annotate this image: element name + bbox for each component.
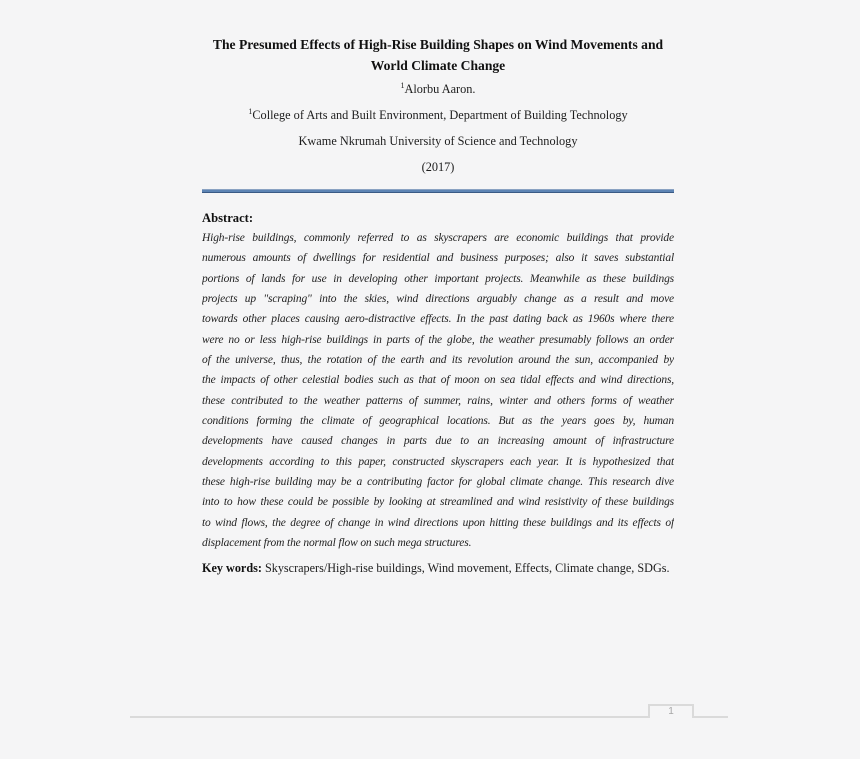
author-line xyxy=(202,82,674,96)
affiliation-superscript: 1 xyxy=(248,106,253,116)
abstract-line: portions of lands for use in developing other important projects. Meanwhile as these buildings xyxy=(202,272,674,285)
abstract-line: High-rise buildings, commonly referred to as skyscrapers are economic buildings that provide xyxy=(202,232,674,244)
footer-rule-left xyxy=(130,716,648,718)
abstract-line: displacement from the normal flow on such mega structures. xyxy=(202,537,472,550)
keywords-label: Key words: xyxy=(202,561,262,575)
abstract-line: developments have caused changes in parts due to an increasing amount of infrastructure xyxy=(202,435,674,448)
abstract-line: to wind flows, the degree of change in wind directions upon hitting these buildings and its effects of xyxy=(202,516,674,529)
abstract-line: into to how these could be possible by looking at streamlined and wind resistivity of these buildings xyxy=(202,496,674,509)
abstract-line: developments according to this paper, constructed skyscrapers each year. It is hypothesized that xyxy=(202,455,674,468)
abstract-body xyxy=(202,228,674,554)
abstract-line: numerous amounts of dwellings for residential and business purposes; also it saves substantial xyxy=(202,252,674,265)
affiliation-text: College of Arts and Built Environment, Department of Building Technology xyxy=(252,108,628,122)
author-superscript: 1 xyxy=(400,80,405,90)
abstract-line: conditions forming the climate of geographical locations. But as the years goes by, human xyxy=(202,415,674,428)
author-name: Alorbu Aaron. xyxy=(404,82,476,96)
abstract-line: towards other places causing aero-distractive effects. In the past dating back as 1960s where there xyxy=(202,313,674,326)
content-column xyxy=(202,0,674,759)
abstract-line: the impacts of other celestial bodies such as that of moon on sea tidal effects and wind directions, xyxy=(202,374,674,387)
section-divider-rule xyxy=(202,189,674,193)
publication-year: (2017) xyxy=(421,160,455,174)
paper-title: The Presumed Effects of High-Rise Building Shapes on Wind Movements and World Climate Change xyxy=(212,37,664,73)
keywords-text: Skyscrapers/High-rise buildings, Wind movement, Effects, Climate change, SDGs. xyxy=(261,561,670,575)
abstract-line: of the universe, thus, the rotation of the earth and its revolution around the sun, accompanied by xyxy=(202,354,674,367)
abstract-line: were no or less high-rise buildings in parts of the globe, the weather presumably follows an order xyxy=(202,333,674,346)
footer-rule-right xyxy=(694,716,728,718)
abstract-line: these contributed to the weather patterns of summer, rains, winter and others forms of weather xyxy=(202,394,674,407)
university-line: Kwame Nkrumah University of Science and Technology xyxy=(298,134,578,148)
abstract-heading: Abstract: xyxy=(202,211,254,225)
abstract-line: these high-rise building may be a contributing factor for global climate change. This research dive xyxy=(202,476,674,489)
affiliation-line xyxy=(202,108,674,122)
page-number-tab: 1 xyxy=(648,704,694,718)
abstract-line: projects up "scraping" into the skies, wind directions arguably change as a result and move xyxy=(202,293,674,306)
keywords-line xyxy=(202,560,674,576)
